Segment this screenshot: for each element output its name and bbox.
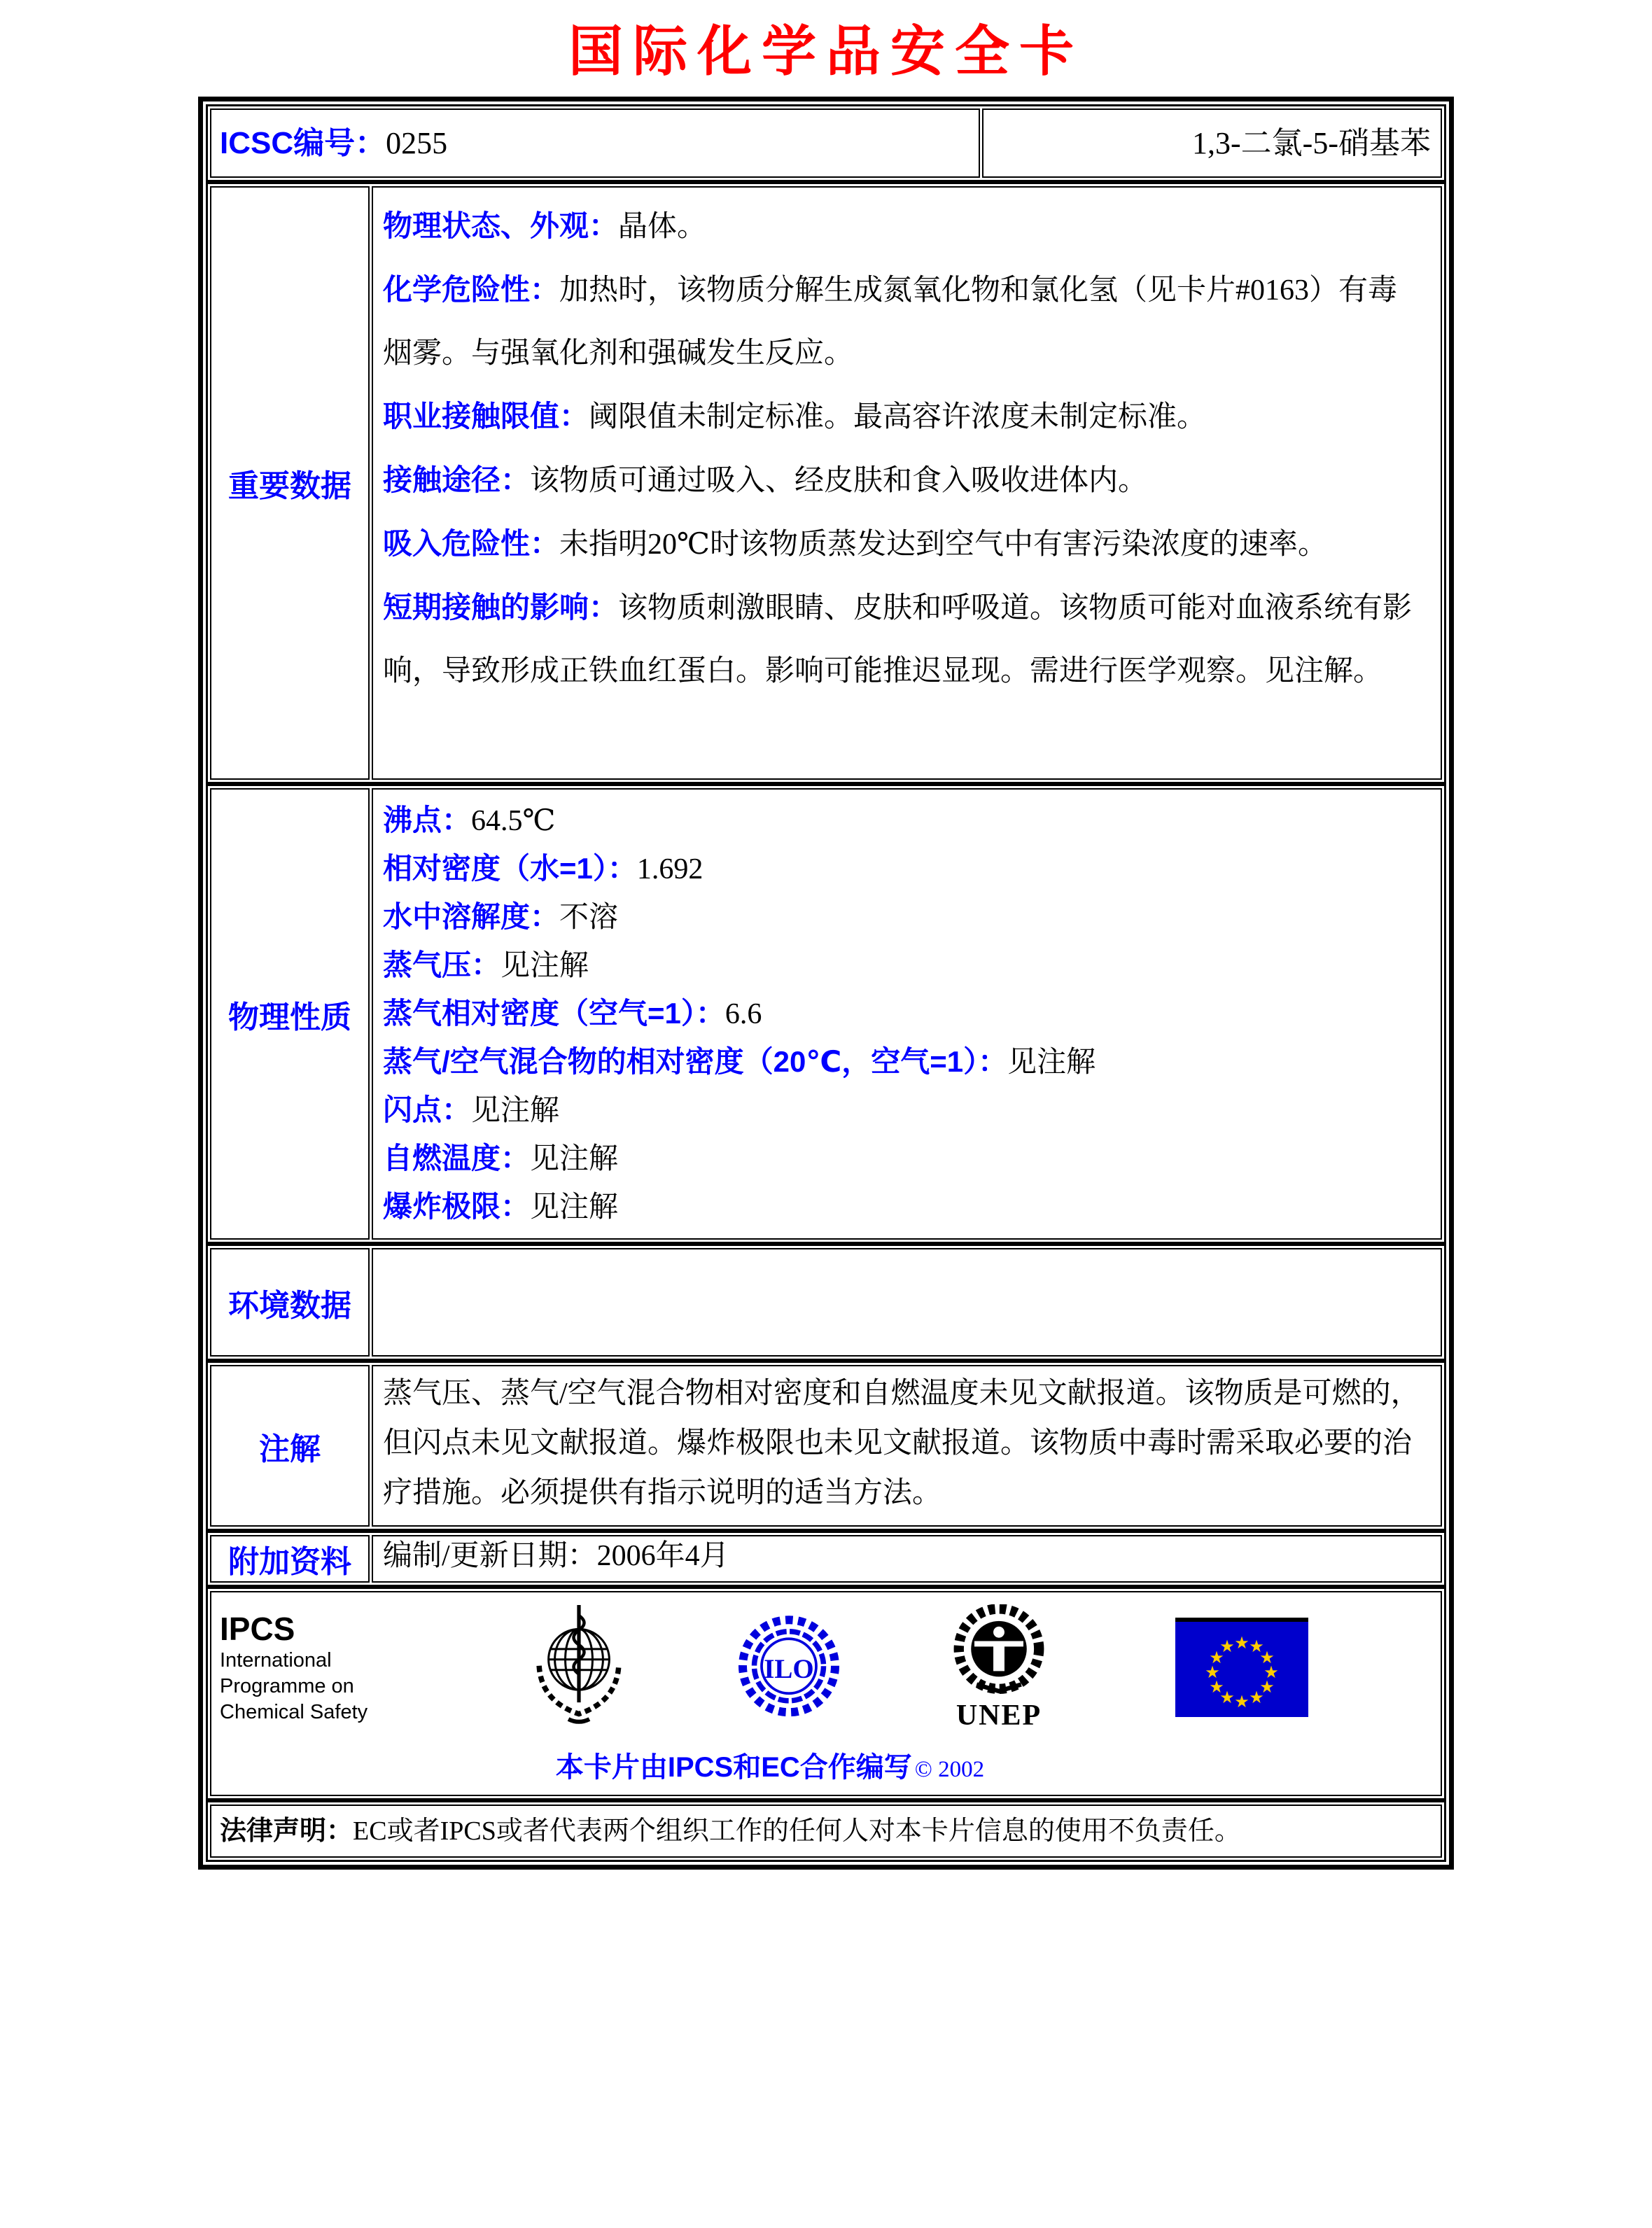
field-row: [383, 449, 1425, 512]
field-value: 6.6: [724, 998, 762, 1030]
field-row: [383, 1086, 1425, 1135]
svg-text:★: ★: [1249, 1688, 1264, 1707]
svg-text:★: ★: [1205, 1662, 1220, 1682]
ipcs-block: [220, 1610, 403, 1725]
important-data-label: 重要数据: [210, 186, 370, 780]
eu-flag-icon: [1175, 1618, 1308, 1717]
icsc-number-cell: [210, 108, 980, 178]
field-row: [383, 258, 1425, 385]
field-row: [383, 512, 1425, 576]
physical-properties-label: 物理性质: [210, 788, 370, 1240]
field-label: 短期接触的影响：: [383, 591, 619, 624]
section-physical-properties: [206, 784, 1446, 1244]
svg-text:★: ★: [1234, 1633, 1250, 1653]
who-icon: [526, 1601, 631, 1734]
ipcs-subtitle-line1: International: [220, 1648, 332, 1672]
field-label: 化学危险性：: [383, 273, 560, 306]
field-value: 见注解: [500, 950, 589, 982]
field-label: 物理状态、外观：: [383, 209, 619, 242]
field-row: [383, 990, 1425, 1038]
field-value: 见注解: [530, 1191, 619, 1224]
additional-info-content: [372, 1535, 1442, 1583]
notes-text: 蒸气压、蒸气/空气混合物相对密度和自燃温度未见文献报道。该物质是可燃的，但闪点未见文献报道。爆炸极限也未见文献报道。该物质中毒时需采取必要的治疗措施。必须提供有指示说明的适当方法。: [383, 1378, 1420, 1509]
field-value: 1.692: [636, 853, 704, 885]
svg-text:★: ★: [1209, 1648, 1224, 1667]
field-value: 该物质可通过吸入、经皮肤和食入吸收进体内。: [530, 465, 1148, 497]
environmental-data-label: 环境数据: [210, 1248, 370, 1357]
icsc-number-label: ICSC编号：: [220, 126, 386, 160]
field-value: 64.5℃: [471, 805, 556, 837]
unep-logo: [943, 1604, 1055, 1731]
field-value: 不溶: [559, 902, 619, 934]
svg-text:ILO: ILO: [764, 1653, 814, 1684]
svg-text:★: ★: [1219, 1688, 1235, 1707]
field-label: 蒸气/空气混合物的相对密度（20℃，空气=1）：: [383, 1045, 1008, 1078]
additional-info-value: 编制/更新日期：2006年4月: [383, 1540, 729, 1572]
field-label: 闪点：: [383, 1093, 472, 1126]
field-label: 沸点：: [383, 804, 472, 836]
field-value: 阈限值未制定标准。最高容许浓度未制定标准。: [589, 401, 1207, 433]
field-value: 加热时，该物质分解生成氮氧化物和氯化氢（见卡片#0163）有毒烟雾。与强氧化剂和强碱发生反应。: [383, 274, 1398, 370]
section-notes: [206, 1361, 1446, 1531]
page-title: 国际化学品安全卡: [568, 21, 1084, 82]
field-label: 蒸气相对密度（空气=1）：: [383, 997, 725, 1030]
field-row: [383, 941, 1425, 990]
ilo-icon: [736, 1603, 841, 1732]
section-environmental-data: [206, 1244, 1446, 1361]
svg-text:★: ★: [1264, 1662, 1279, 1682]
additional-info-label: 附加资料: [210, 1535, 370, 1583]
ipcs-subtitle-line2: Programme on: [220, 1674, 354, 1697]
field-value: 见注解: [530, 1143, 619, 1175]
svg-text:★: ★: [1259, 1648, 1275, 1667]
field-row: [383, 1038, 1425, 1086]
icsc-number-value: 0255: [386, 126, 448, 160]
field-row: [383, 195, 1425, 258]
ipcs-title: IPCS: [220, 1610, 295, 1647]
footer-caption-line: [211, 1745, 1441, 1785]
field-row: [383, 1183, 1425, 1231]
field-label: 爆炸极限：: [383, 1190, 531, 1223]
chemical-name: 1,3-二氯-5-硝基苯: [1192, 126, 1431, 160]
section-important-data: [206, 182, 1446, 784]
section-legal: [206, 1800, 1446, 1862]
field-value: 见注解: [471, 1095, 560, 1127]
chemical-name-cell: [982, 108, 1442, 178]
important-data-content: [372, 186, 1442, 780]
svg-text:★: ★: [1209, 1677, 1224, 1697]
svg-text:★: ★: [1219, 1637, 1235, 1656]
unep-icon: [943, 1604, 1055, 1697]
physical-properties-content: [372, 788, 1442, 1240]
svg-text:★: ★: [1249, 1637, 1264, 1656]
field-label: 吸入危险性：: [383, 527, 560, 560]
environmental-data-content: [372, 1248, 1442, 1357]
logos-row: [211, 1598, 1441, 1737]
unep-label: UNEP: [955, 1699, 1042, 1732]
field-value: 未指明20℃时该物质蒸发达到空气中有害污染浓度的速率。: [559, 528, 1328, 561]
section-header: [206, 104, 1446, 182]
field-row: [383, 797, 1425, 845]
field-label: 接触途径：: [383, 463, 531, 496]
notes-label: 注解: [210, 1365, 370, 1527]
legal-label: 法律声明：: [220, 1816, 354, 1846]
field-value: 该物质刺激眼睛、皮肤和呼吸道。该物质可能对血液系统有影响，导致形成正铁血红蛋白。影响可能推迟显现。需进行医学观察。见注解。: [383, 592, 1413, 687]
field-row: [383, 385, 1425, 449]
field-label: 相对密度（水=1）：: [383, 852, 637, 885]
field-value: 见注解: [1007, 1046, 1096, 1079]
field-label: 自燃温度：: [383, 1142, 531, 1175]
logos-content: [210, 1591, 1442, 1796]
svg-text:★: ★: [1259, 1677, 1275, 1697]
field-value: 晶体。: [618, 211, 707, 243]
field-label: 职业接触限值：: [383, 400, 589, 433]
field-label: 水中溶解度：: [383, 900, 560, 933]
ipcs-subtitle-line3: Chemical Safety: [220, 1700, 368, 1723]
notes-content: [372, 1365, 1442, 1527]
legal-text: EC或者IPCS或者代表两个组织工作的任何人对本卡片信息的使用不负责任。: [353, 1816, 1241, 1846]
svg-text:★: ★: [1234, 1692, 1250, 1711]
footer-copyright: © 2002: [914, 1757, 985, 1782]
section-logos: [206, 1587, 1446, 1800]
field-row: [383, 893, 1425, 941]
footer-caption: 本卡片由IPCS和EC合作编写: [555, 1752, 912, 1783]
section-additional-info: [206, 1531, 1446, 1587]
icsc-card: [198, 97, 1454, 1870]
field-row: [383, 845, 1425, 893]
field-row: [383, 1135, 1425, 1183]
legal-content: [210, 1805, 1442, 1858]
field-row: [383, 576, 1425, 703]
field-label: 蒸气压：: [383, 948, 501, 981]
